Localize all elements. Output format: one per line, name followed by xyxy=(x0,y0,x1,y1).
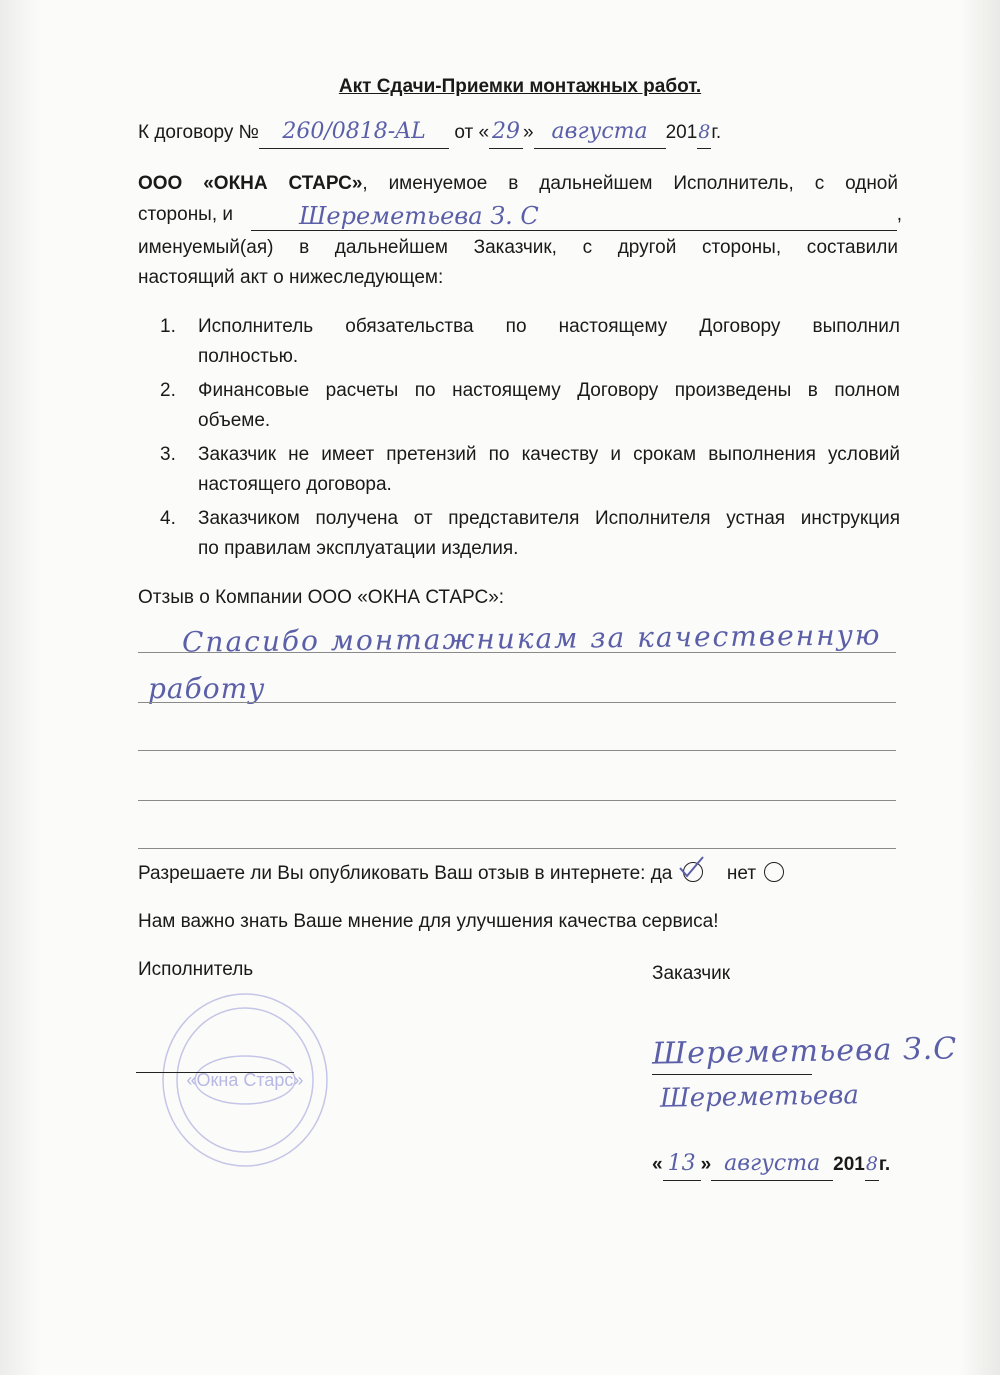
contract-month: августа xyxy=(534,116,666,149)
publish-no-radio[interactable] xyxy=(764,862,784,882)
review-rule-4 xyxy=(138,800,896,801)
contract-year-prefix: 201 xyxy=(665,122,698,143)
party-intro-text: , именуемое в дальнейшем Исполнитель, с одной xyxy=(362,173,898,194)
customer-signature: Шереметьева З.С xyxy=(651,1031,958,1072)
list-item xyxy=(160,376,900,436)
publish-question xyxy=(138,858,784,890)
contract-prefix: К договору № xyxy=(138,122,260,143)
stamp-text: «Окна Старс» xyxy=(186,1070,304,1090)
list-text-cont: объеме. xyxy=(198,410,271,431)
list-item xyxy=(160,312,900,372)
date-day: 13 xyxy=(663,1148,701,1181)
contract-year-suffix: г. xyxy=(711,122,722,143)
party-intro-line2 xyxy=(138,199,902,231)
review-rule-5 xyxy=(138,848,896,849)
customer-label: Заказчик xyxy=(652,963,731,984)
contract-day: 29 xyxy=(489,116,523,149)
list-item xyxy=(160,504,900,564)
service-note: Нам важно знать Ваше мнение для улучшения качества сервиса! xyxy=(138,911,719,932)
review-rule-2 xyxy=(138,702,896,703)
customer-name-handwritten: Шереметьева xyxy=(659,1080,860,1114)
list-number: 2. xyxy=(160,380,176,401)
party-intro-sides: стороны, и xyxy=(138,204,234,225)
customer-signature-line xyxy=(652,1074,812,1075)
customer-date xyxy=(652,1148,890,1181)
document-title: Акт Сдачи-Приемки монтажных работ. xyxy=(338,76,702,97)
company-name: ООО «ОКНА СТАРС» xyxy=(138,173,363,194)
contract-year-digit: 8 xyxy=(697,116,711,149)
list-number: 1. xyxy=(160,316,176,337)
contract-from-label: от « xyxy=(454,122,490,143)
list-number: 3. xyxy=(160,444,176,465)
list-text: Заказчиком получена от представителя Исполнителя устная инструкция xyxy=(198,508,900,529)
date-year-suffix: г. xyxy=(878,1154,891,1175)
date-close-quote: » xyxy=(700,1154,712,1175)
review-label: Отзыв о Компании ООО «ОКНА СТАРС»: xyxy=(138,587,505,608)
review-handwritten-line2: работу xyxy=(148,672,266,705)
publish-no-label: нет xyxy=(726,863,757,884)
customer-name-field: Шереметьева З. С xyxy=(251,202,897,231)
terms-list xyxy=(160,312,900,568)
review-rule-1 xyxy=(138,652,896,653)
party-intro-comma: , xyxy=(896,204,902,225)
party-intro-line1 xyxy=(138,168,898,200)
check-mark-icon xyxy=(676,854,706,880)
contract-line xyxy=(138,116,721,149)
publish-question-text: Разрешаете ли Вы опубликовать Ваш отзыв в интернете: да xyxy=(138,863,673,884)
list-text: Финансовые расчеты по настоящему Договору произведены в полном xyxy=(198,380,900,401)
list-number: 4. xyxy=(160,508,176,529)
review-rule-3 xyxy=(138,750,896,751)
list-text-cont: по правилам эксплуатации изделия. xyxy=(198,538,519,559)
date-year-digit: 8 xyxy=(865,1148,879,1181)
list-text-cont: настоящего договора. xyxy=(198,474,392,495)
party-intro-line3: именуемый(ая) в дальнейшем Заказчик, с другой стороны, составили xyxy=(138,237,898,258)
executor-signature-line xyxy=(136,1072,294,1073)
date-open-quote: « xyxy=(652,1154,663,1175)
date-month: августа xyxy=(711,1148,833,1181)
contract-number: 260/0818-AL xyxy=(259,116,449,149)
publish-yes-radio[interactable] xyxy=(678,862,704,882)
contract-day-close: » xyxy=(523,122,534,143)
review-handwritten-line1: Спасибо монтажникам за качественную xyxy=(181,618,882,659)
company-stamp-icon xyxy=(160,990,330,1170)
list-text: Исполнитель обязательства по настоящему Договору выполнил xyxy=(198,316,900,337)
list-item xyxy=(160,440,900,500)
party-intro-line4: настоящий акт о нижеследующем: xyxy=(138,267,444,288)
list-text: Заказчик не имеет претензий по качеству и срокам выполнения условий xyxy=(198,444,900,465)
executor-label: Исполнитель xyxy=(138,959,254,980)
date-year-prefix: 201 xyxy=(833,1154,865,1175)
list-text-cont: полностью. xyxy=(198,346,299,367)
